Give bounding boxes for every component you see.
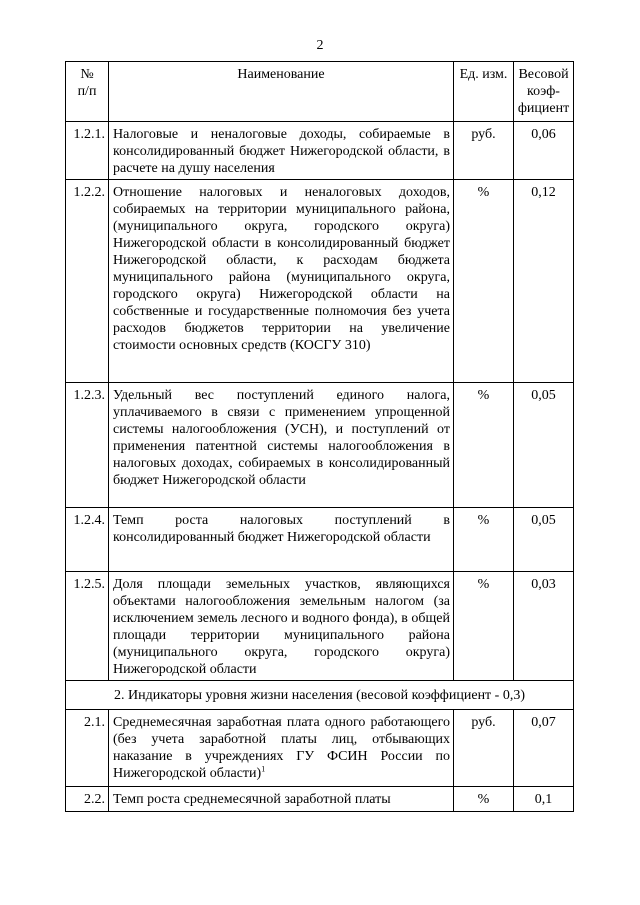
table-row <box>66 508 574 572</box>
row-name: Налоговые и неналоговые доходы, собираемые в консолидированный бюджет Нижегородской области, в расчете на душу населения <box>109 122 454 180</box>
row-name: Отношение налоговых и неналоговых доходов, собираемых на территории муниципального района, (муниципального округа, городского округа) Нижегородской области в консолидированный бюджет Нижегородской области, к расходам бюджета муниципального района (муниципального округа, городского округа) Нижегородской области на собственные и государственные полномочия без учета расходов бюджетов территории на увеличение стоимости основных средств (КОСГУ 310) <box>109 180 454 383</box>
footnote-mark: 1 <box>261 764 266 774</box>
row-number: 1.2.2. <box>66 180 109 383</box>
row-unit: % <box>454 787 514 812</box>
table-row <box>66 383 574 508</box>
row-weight: 0,05 <box>514 383 574 508</box>
row-weight: 0,06 <box>514 122 574 180</box>
row-unit: руб. <box>454 122 514 180</box>
row-weight: 0,05 <box>514 508 574 572</box>
table-row <box>66 122 574 180</box>
row-number: 1.2.4. <box>66 508 109 572</box>
row-unit: % <box>454 508 514 572</box>
row-number: 2.2. <box>66 787 109 812</box>
row-number: 2.1. <box>66 710 109 787</box>
row-number: 1.2.1. <box>66 122 109 180</box>
table-row <box>66 710 574 787</box>
table-header-row <box>66 62 574 122</box>
row-weight: 0,1 <box>514 787 574 812</box>
indicators-table <box>65 61 574 812</box>
header-number: № п/п <box>66 62 109 122</box>
header-weight: Весовой коэф- фициент <box>514 62 574 122</box>
row-name: Темп роста среднемесячной заработной платы <box>109 787 454 812</box>
header-name: Наименование <box>109 62 454 122</box>
table-row <box>66 787 574 812</box>
table-row <box>66 572 574 681</box>
header-unit: Ед. изм. <box>454 62 514 122</box>
row-name: Среднемесячная заработная плата одного работающего (без учета заработной платы лиц, отбывающих наказание в учреждениях ГУ ФСИН России по Нижегородской области)$^1$ <box>109 710 454 787</box>
row-name: Удельный вес поступлений единого налога, уплачиваемого в связи с применением упрощенной системы налогообложения (УСН), и поступлений от применения патентной системы налогообложения в налоговых доходах, собираемых в консолидированный бюджет Нижегородской области <box>109 383 454 508</box>
row-weight: 0,03 <box>514 572 574 681</box>
row-number: 1.2.3. <box>66 383 109 508</box>
section-title: 2. Индикаторы уровня жизни населения (весовой коэффициент - 0,3) <box>66 681 574 710</box>
row-weight: 0,12 <box>514 180 574 383</box>
row-number: 1.2.5. <box>66 572 109 681</box>
row-unit: % <box>454 383 514 508</box>
row-unit: % <box>454 572 514 681</box>
table-row <box>66 180 574 383</box>
row-unit: руб. <box>454 710 514 787</box>
row-name: Доля площади земельных участков, являющихся объектами налогообложения земельным налогом (за исключением земель лесного и водного фонда), в общей площади территории муниципального района (муниципального округа, городского округа) Нижегородской области <box>109 572 454 681</box>
section-header-row <box>66 681 574 710</box>
page-number: 2 <box>316 38 324 53</box>
row-name: Темп роста налоговых поступлений в консолидированный бюджет Нижегородской области <box>109 508 454 572</box>
row-unit: % <box>454 180 514 383</box>
row-weight: 0,07 <box>514 710 574 787</box>
